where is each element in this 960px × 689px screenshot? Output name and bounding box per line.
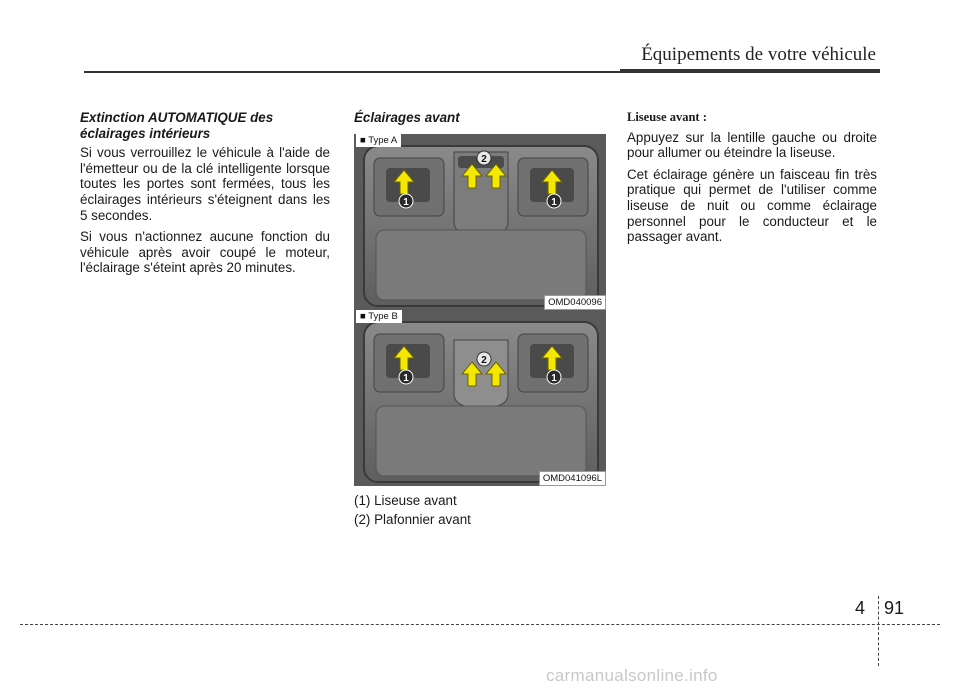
figure-type-label: ■ Type A [356,134,401,147]
column-auto-off [80,110,330,282]
figure-code: OMD041096L [539,471,606,486]
paragraph: Si vous n'actionnez aucune fonction du véhicule après avoir coupé le moteur, l'éclairage s'éteint après 20 minutes. [80,229,330,276]
paragraph: Cet éclairage génère un faisceau fin très pratique qui permet de l'utiliser comme liseuse de nuit ou comme éclairage personnel pour le conducteur et le passager avant. [627,166,877,245]
callout-1: 1 [551,197,557,208]
callout-2: 2 [481,355,487,366]
figure-type-label: ■ Type B [356,310,402,323]
footer-divider [878,596,879,666]
header-rule-accent [620,69,880,73]
overhead-console-illustration-b [354,310,606,486]
overhead-console-illustration-a [354,134,606,310]
page-number: 91 [884,598,905,618]
section-heading-auto-off: Extinction AUTOMATIQUE des éclairages intérieurs [80,110,274,141]
footer-rule [20,624,940,625]
column-front-lights [354,110,604,130]
callout-2: 2 [481,154,487,165]
watermark: carmanualsonline.info [546,666,718,685]
figure-code: OMD040096 [544,295,606,310]
callout-1: 1 [551,373,557,384]
callout-1: 1 [403,373,409,384]
callout-1: 1 [403,197,409,208]
caption-front-dome-light: (2) Plafonnier avant [354,512,471,527]
figure-type-b [354,310,606,486]
caption-front-reading-light: (1) Liseuse avant [354,493,457,508]
paragraph: Appuyez sur la lentille gauche ou droite pour allumer ou éteindre la liseuse. [627,129,877,161]
column-reading-light [627,110,877,251]
section-heading-reading-light: Liseuse avant : [627,110,707,124]
figure-type-a [354,134,606,310]
chapter-number: 4 [855,598,866,618]
section-heading-front-lights: Éclairages avant [354,110,460,125]
paragraph: Si vous verrouillez le véhicule à l'aide de l'émetteur ou de la clé intelligente lorsque toutes les portes sont fermées, tous les éclairages intérieurs s'éteignent dans les 5 secondes. [80,145,330,223]
page-header-title: Équipements de votre véhicule [641,44,876,65]
